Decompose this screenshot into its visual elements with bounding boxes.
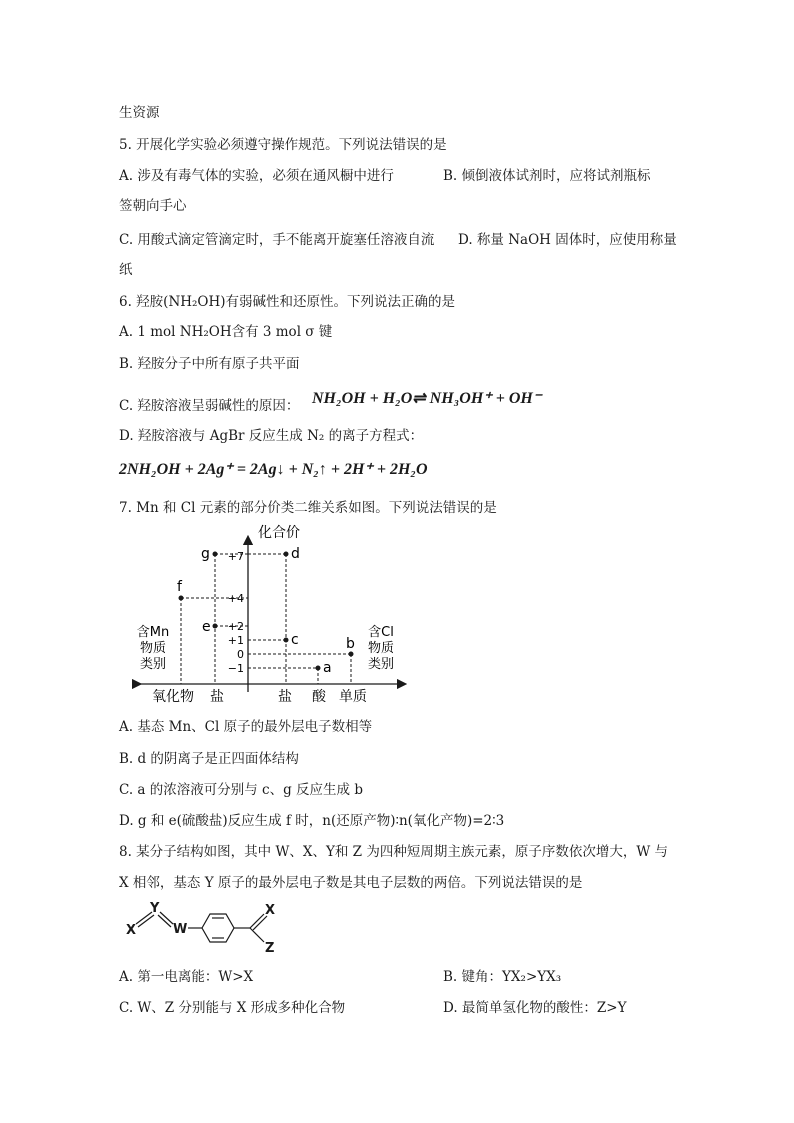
q5-option-d-line2: 纸 (119, 262, 133, 278)
label-d: d (291, 546, 300, 562)
point-b (349, 652, 354, 657)
label-b: b (346, 636, 355, 652)
x-cat-acid: 酸 (312, 689, 326, 705)
q7-stem: 7. Mn 和 Cl 元素的部分价类二维关系如图。下列说法错误的是 (119, 500, 497, 516)
tick-plus1: +1 (227, 634, 244, 647)
tick-minus1: −1 (227, 662, 244, 675)
valence-class-diagram (115, 520, 415, 705)
point-c (284, 638, 289, 643)
q5-option-b-line1: B. 倾倒液体试剂时，应将试剂瓶标 (443, 168, 651, 184)
left-label-2: 物质 (139, 641, 167, 656)
point-f (179, 596, 184, 601)
q5-option-a: A. 涉及有毒气体的实验，必须在通风橱中进行 (119, 168, 394, 184)
q5-stem: 5. 开展化学实验必须遵守操作规范。下列说法错误的是 (119, 137, 447, 153)
q6-option-a: A. 1 mol NH₂OH含有 3 mol σ 键 (119, 324, 333, 340)
q7-option-d: D. g 和 e(硫酸盐)反应生成 f 时，n(还原产物)∶n(氧化产物)=2∶3 (119, 813, 505, 829)
q7-option-a: A. 基态 Mn、Cl 原子的最外层电子数相等 (119, 719, 373, 735)
x-cat-salt-mn: 盐 (210, 689, 224, 705)
atom-x-right: X (265, 903, 276, 918)
atom-y: Y (150, 901, 160, 916)
q6-stem: 6. 羟胺(NH₂OH)有弱碱性和还原性。下列说法正确的是 (119, 294, 456, 310)
q8-stem-line2: X 相邻，基态 Y 原子的最外层电子数是其电子层数的两倍。下列说法错误的是 (119, 875, 583, 891)
q7-option-b: B. d 的阴离子是正四面体结构 (119, 751, 299, 767)
prev-question-tail: 生资源 (119, 105, 160, 121)
molecule-structure (122, 900, 302, 960)
atom-z: Z (265, 941, 275, 956)
q8-stem-line1: 8. 某分子结构如图，其中 W、X、Y和 Z 为四种短周期主族元素，原子序数依次增大，W 与 (119, 844, 668, 860)
point-e (213, 624, 218, 629)
right-label-3: 类别 (367, 657, 395, 672)
tick-plus7: +7 (227, 550, 244, 563)
label-c: c (291, 632, 299, 648)
q6-d-equation: 2NH₂OH + 2Ag⁺ = 2Ag↓ + N₂↑ + 2H⁺ + 2H₂O (119, 461, 428, 478)
q5-option-d-line1: D. 称量 NaOH 固体时，应使用称量 (458, 232, 677, 248)
q6-c-equation: NH₂OH + H₂O⇌ NH₃OH⁺ + OH⁻ (312, 390, 542, 407)
tick-plus4: +4 (227, 592, 244, 605)
point-d (284, 552, 289, 557)
left-label-1: 含Mn (136, 625, 170, 640)
q8-option-c: C. W、Z 分别能与 X 形成多种化合物 (119, 1000, 346, 1016)
label-g: g (201, 546, 210, 562)
q6-option-b: B. 羟胺分子中所有原子共平面 (119, 356, 300, 372)
tick-plus2: +2 (227, 620, 244, 633)
right-label-1: 含Cl (368, 625, 394, 640)
q8-option-b: B. 键角：YX₂>YX₃ (443, 969, 562, 985)
y-axis-title: 化合价 (258, 525, 300, 541)
q5-option-b-line2: 签朝向手心 (119, 198, 187, 214)
q6-option-c: C. 羟胺溶液呈弱碱性的原因： (119, 398, 300, 414)
right-label-2: 物质 (367, 641, 395, 656)
q8-option-a: A. 第一电离能：W>X (119, 969, 254, 985)
q6-option-d: D. 羟胺溶液与 AgBr 反应生成 N₂ 的离子方程式： (119, 428, 424, 444)
label-f: f (177, 579, 182, 595)
x-cat-oxide: 氧化物 (152, 689, 194, 705)
q8-option-d: D. 最简单氢化物的酸性：Z>Y (443, 1000, 627, 1016)
label-e: e (202, 619, 211, 635)
label-a: a (323, 660, 332, 676)
q7-option-c: C. a 的浓溶液可分别与 c、g 反应生成 b (119, 782, 363, 798)
atom-w: W (173, 922, 188, 937)
point-g (213, 552, 218, 557)
left-label-3: 类别 (139, 657, 167, 672)
point-a (316, 666, 321, 671)
x-cat-salt-cl: 盐 (278, 689, 292, 705)
atom-x-left: X (126, 923, 137, 938)
tick-zero: 0 (237, 648, 244, 661)
q5-option-c: C. 用酸式滴定管滴定时，手不能离开旋塞任溶液自流 (119, 232, 435, 248)
x-cat-element: 单质 (339, 689, 367, 705)
